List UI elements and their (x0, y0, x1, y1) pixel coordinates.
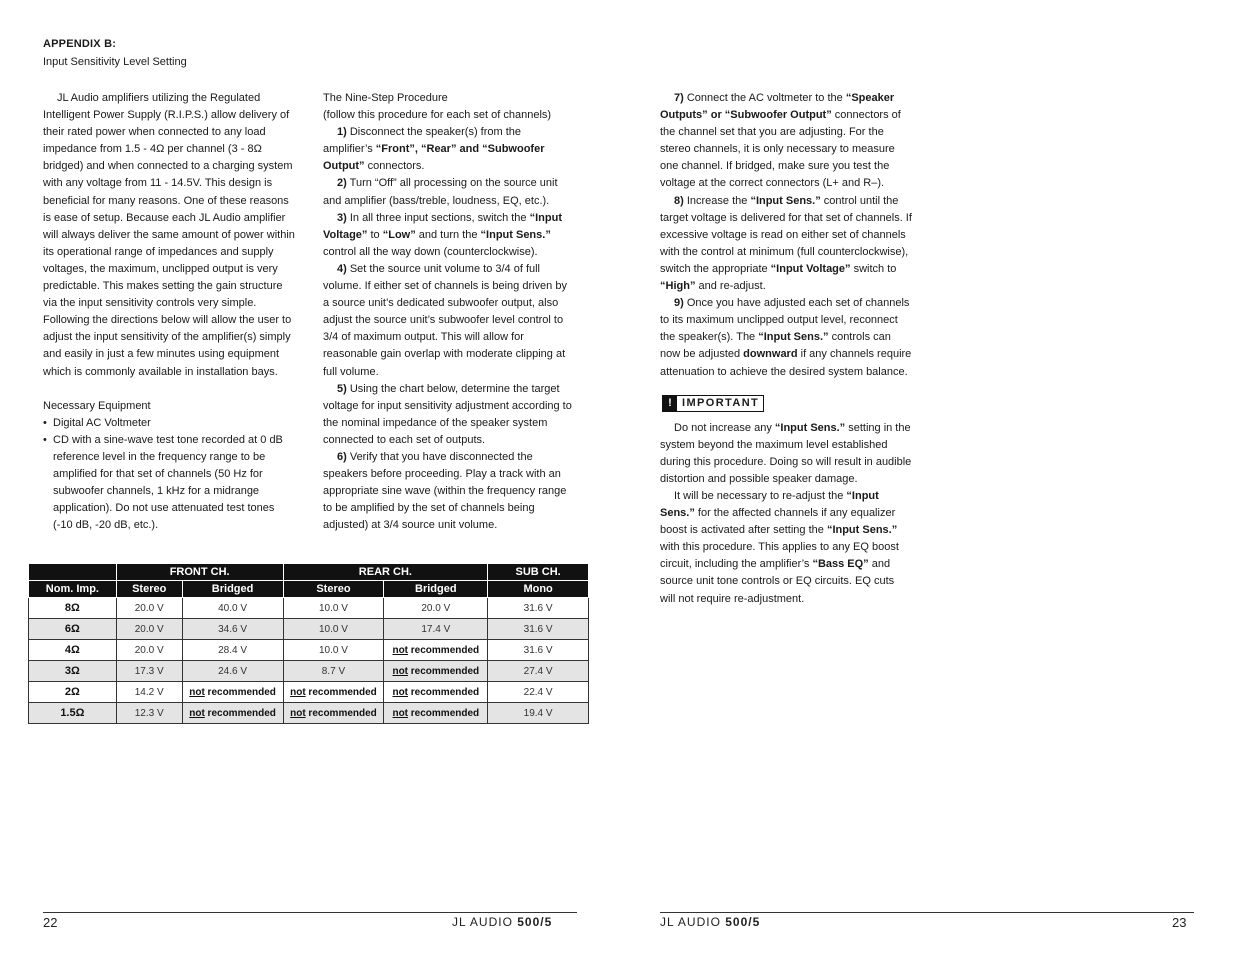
nr-not: not (392, 707, 409, 719)
appendix-subtitle: Input Sensitivity Level Setting (43, 56, 187, 68)
not-recommended-cell (283, 703, 384, 724)
step-number: 6) (337, 450, 347, 463)
nr-not: not (290, 707, 306, 719)
important-badge (662, 395, 764, 412)
table-cell: 8.7 V (283, 661, 384, 682)
impedance-cell: 3Ω (29, 661, 117, 682)
table-cell: 27.4 V (488, 661, 589, 682)
list-item: • CD with a sine-wave test tone recorded at 0 dB reference level in the frequency range to be amplified for that set of channels (50 Hz for subwoofer channels, 1 kHz for a midrange application). Do not use attenuated test tones (-10 dB, -20 dB, etc.). (43, 432, 295, 535)
table-header-blank (29, 564, 117, 581)
exclamation-icon: ! (663, 396, 677, 411)
table-cell: 10.0 V (283, 598, 384, 619)
important-text: for the affected channels if any equalizer boost is activated after setting the (660, 507, 896, 537)
step-text: control all the way down (counterclockwise). (323, 245, 538, 258)
step-text: or (707, 109, 725, 122)
nr-not: not (392, 665, 409, 677)
table-header: Nom. Imp. (29, 581, 117, 598)
step-number: 5) (337, 382, 347, 395)
table-header: Mono (488, 581, 589, 598)
impedance-cell: 2Ω (29, 682, 117, 703)
footer-brand-right (660, 915, 760, 929)
step-text: In all three input sections, switch the (346, 211, 530, 224)
important-text: It will be necessary to re-adjust the (674, 489, 847, 502)
nr-rest: recommended (204, 686, 276, 698)
footer-brand-left (452, 915, 552, 929)
table-row (29, 661, 589, 682)
footer-rule-right (660, 912, 1194, 913)
nr-not: not (392, 686, 409, 698)
nr-rest: recommended (408, 644, 480, 656)
footer-rule-left (43, 912, 577, 913)
page-number-left: 22 (43, 915, 58, 930)
step-number: 3) (337, 211, 347, 224)
brand-name: JL AUDIO (452, 915, 513, 929)
step-number: 8) (674, 194, 684, 207)
nr-not: not (392, 644, 409, 656)
table-cell: 34.6 V (182, 619, 283, 640)
page-number-right: 23 (1172, 915, 1187, 930)
term: “Input Sens.” (826, 524, 898, 537)
nr-not: not (290, 686, 306, 698)
table-cell: 31.6 V (488, 598, 589, 619)
important-paragraph (660, 420, 912, 488)
term: “Subwoofer Output” (724, 109, 832, 122)
nr-rest: recommended (408, 686, 480, 698)
voltage-table (28, 563, 589, 724)
table-header: Bridged (182, 581, 283, 598)
table-header: Stereo (283, 581, 384, 598)
important-text: setting in the system beyond the maximum level established during this procedure. Doing so will result in audible distortion and possible speaker damage. (660, 421, 912, 485)
term: “Front”, “Rear” (375, 143, 457, 156)
term: “Input Sens.” (660, 489, 879, 520)
table-group-header: FRONT CH. (116, 564, 283, 581)
term: “Input Sens.” (480, 228, 551, 241)
table-cell: 14.2 V (116, 682, 182, 703)
step-text: and turn the (415, 228, 481, 241)
table-group-header: SUB CH. (488, 564, 589, 581)
step-text: if any channels require attenuation to achieve the desired system balance. (660, 348, 912, 378)
important-text: Do not increase any (674, 421, 775, 434)
left-column (43, 90, 295, 534)
step-2 (323, 175, 573, 209)
table-header: Stereo (116, 581, 182, 598)
table-cell: 24.6 V (182, 661, 283, 682)
not-recommended-cell (384, 682, 488, 703)
table-cell: 20.0 V (116, 598, 182, 619)
not-recommended-cell (182, 703, 283, 724)
nr-not: not (189, 686, 205, 698)
important-paragraph (660, 488, 912, 608)
nr-rest: recommended (305, 707, 377, 719)
important-text: and source unit tone controls or EQ circuits. EQ cuts will not require re-adjustment. (660, 558, 895, 605)
step-number: 1) (337, 126, 347, 139)
step-text: Once you have adjusted each set of channels to its maximum unclipped output level, reconnect the speaker(s). The (660, 297, 910, 344)
term: “Input Sens.” (758, 331, 829, 344)
term: “Input Sens.” (774, 421, 846, 434)
appendix-title: APPENDIX B: (43, 38, 117, 50)
right-column (660, 90, 912, 608)
step-6 (323, 449, 573, 534)
term: downward (743, 348, 798, 361)
table-cell: 20.0 V (116, 640, 182, 661)
table-cell: 19.4 V (488, 703, 589, 724)
table-cell: 22.4 V (488, 682, 589, 703)
table-cell: 17.4 V (384, 619, 488, 640)
step-text: and re-adjust. (695, 280, 766, 293)
table-group-header: REAR CH. (283, 564, 488, 581)
step-text: Verify that you have disconnected the speakers before proceeding. Play a track with an appropriate sine wave (within the frequency range to be amplified by the set of channels being adjusted) at 3/4 source unit volume. (323, 450, 567, 532)
procedure-subheading: (follow this procedure for each set of channels) (323, 109, 552, 122)
step-text: to (367, 228, 383, 241)
impedance-cell: 8Ω (29, 598, 117, 619)
step-9 (660, 295, 912, 380)
step-text: connectors of the channel set that you are adjusting. For the stereo channels, it is only necessary to measure one channel. If bridged, make sure you test the voltage at the correct connectors (L+ and R–). (660, 109, 901, 190)
table-group-header-row (29, 564, 589, 581)
procedure-heading: The Nine-Step Procedure (323, 92, 448, 104)
impedance-cell: 4Ω (29, 640, 117, 661)
not-recommended-cell (384, 661, 488, 682)
table-cell: 12.3 V (116, 703, 182, 724)
step-text: Disconnect the speaker(s) from the amplifier’s (323, 126, 522, 156)
nr-rest: recommended (305, 686, 377, 698)
step-text: Using the chart below, determine the target voltage for input sensitivity adjustment according to the nominal impedance of the speaker system connected to each set of outputs. (323, 382, 572, 446)
step-number: 9) (674, 297, 684, 310)
brand-model: 500/5 (725, 915, 761, 929)
step-7 (660, 90, 912, 193)
step-number: 4) (337, 262, 347, 275)
table-cell: 10.0 V (283, 619, 384, 640)
term: “Input Voltage” (770, 262, 851, 275)
brand-name: JL AUDIO (660, 915, 721, 929)
not-recommended-cell (384, 703, 488, 724)
step-1 (323, 124, 573, 175)
step-8 (660, 193, 912, 296)
list-item: • Digital AC Voltmeter (43, 415, 295, 432)
step-5 (323, 381, 573, 449)
term: “Low” (382, 228, 416, 241)
term: “Bass EQ” (812, 558, 869, 571)
table-cell: 31.6 V (488, 640, 589, 661)
step-text: Connect the AC voltmeter to the (683, 92, 846, 104)
term: “High” (660, 280, 696, 293)
step-text: Turn “Off” all processing on the source unit and amplifier (bass/treble, loudness, EQ, etc.). (323, 177, 558, 207)
impedance-cell: 6Ω (29, 619, 117, 640)
not-recommended-cell (283, 682, 384, 703)
impedance-cell: 1.5Ω (29, 703, 117, 724)
table-cell: 20.0 V (116, 619, 182, 640)
nr-rest: recommended (408, 665, 480, 677)
important-label: IMPORTANT (682, 396, 760, 409)
table-cell: 17.3 V (116, 661, 182, 682)
step-text: Set the source unit volume to 3/4 of full volume. If either set of channels is being driven by a source unit’s dedicated subwoofer output, also adjust the source unit’s subwoofer level control to 3/4 of maximum output. This will allow for reasonable gain overlap with moderate clipping at full volume. (323, 262, 567, 378)
term: “Input Voltage” (323, 211, 562, 241)
table-header: Bridged (384, 581, 488, 598)
step-text: Increase the (683, 194, 751, 207)
equipment-heading: Necessary Equipment (43, 399, 151, 412)
term: “Input Sens.” (750, 194, 821, 207)
table-cell: 40.0 V (182, 598, 283, 619)
nr-rest: recommended (204, 707, 276, 719)
step-text: controls can now be adjusted (660, 331, 891, 361)
term: “Subwoofer Output” (323, 143, 545, 173)
table-row (29, 703, 589, 724)
table-row (29, 640, 589, 661)
table-cell: 28.4 V (182, 640, 283, 661)
brand-model: 500/5 (517, 915, 553, 929)
step-text: connectors. (364, 160, 425, 173)
term: “Speaker Outputs” (660, 92, 895, 122)
table-header-row (29, 581, 589, 598)
table-cell: 31.6 V (488, 619, 589, 640)
not-recommended-cell (182, 682, 283, 703)
not-recommended-cell (384, 640, 488, 661)
nr-not: not (189, 707, 205, 719)
table-row (29, 598, 589, 619)
step-3 (323, 210, 573, 261)
intro-paragraph: JL Audio amplifiers utilizing the Regulated Intelligent Power Supply (R.I.P.S.) allow delivery of their rated power when connected to any load impedance from 1.5 - 4Ω per channel (3 - 8Ω bridged) and when connected to a charging system with any voltage from 11 - 14.5V. This design is beneficial for many reasons. One of these reasons is ease of setup. Because each JL Audio amplifier will always deliver the same amount of power within its operational range of impedances and supply voltages, the maximum, unclipped output is very predictable. This makes setting the gain structure via the input sensitivity controls very simple. Following the directions below will allow the user to adjust the input sensitivity of the amplifier(s) simply and easily in just a few minutes using equipment which is commonly available in installation bays. (43, 92, 295, 378)
nr-rest: recommended (408, 707, 480, 719)
step-text: and (456, 143, 483, 156)
table-row (29, 619, 589, 640)
step-number: 2) (337, 177, 347, 190)
table-cell: 10.0 V (283, 640, 384, 661)
table-row (29, 682, 589, 703)
middle-column (323, 90, 573, 534)
step-4 (323, 261, 573, 381)
important-text: with this procedure. This applies to any EQ boost circuit, including the amplifier’s (660, 541, 899, 571)
equipment-list (43, 415, 295, 535)
step-text: switch to (850, 262, 897, 275)
step-text: control until the target voltage is delivered for that set of channels. If excessive voltage is read on either set of channels with the control at minimum (full counterclockwise), switch the appropriate (660, 194, 912, 275)
step-number: 7) (674, 92, 684, 104)
table-cell: 20.0 V (384, 598, 488, 619)
